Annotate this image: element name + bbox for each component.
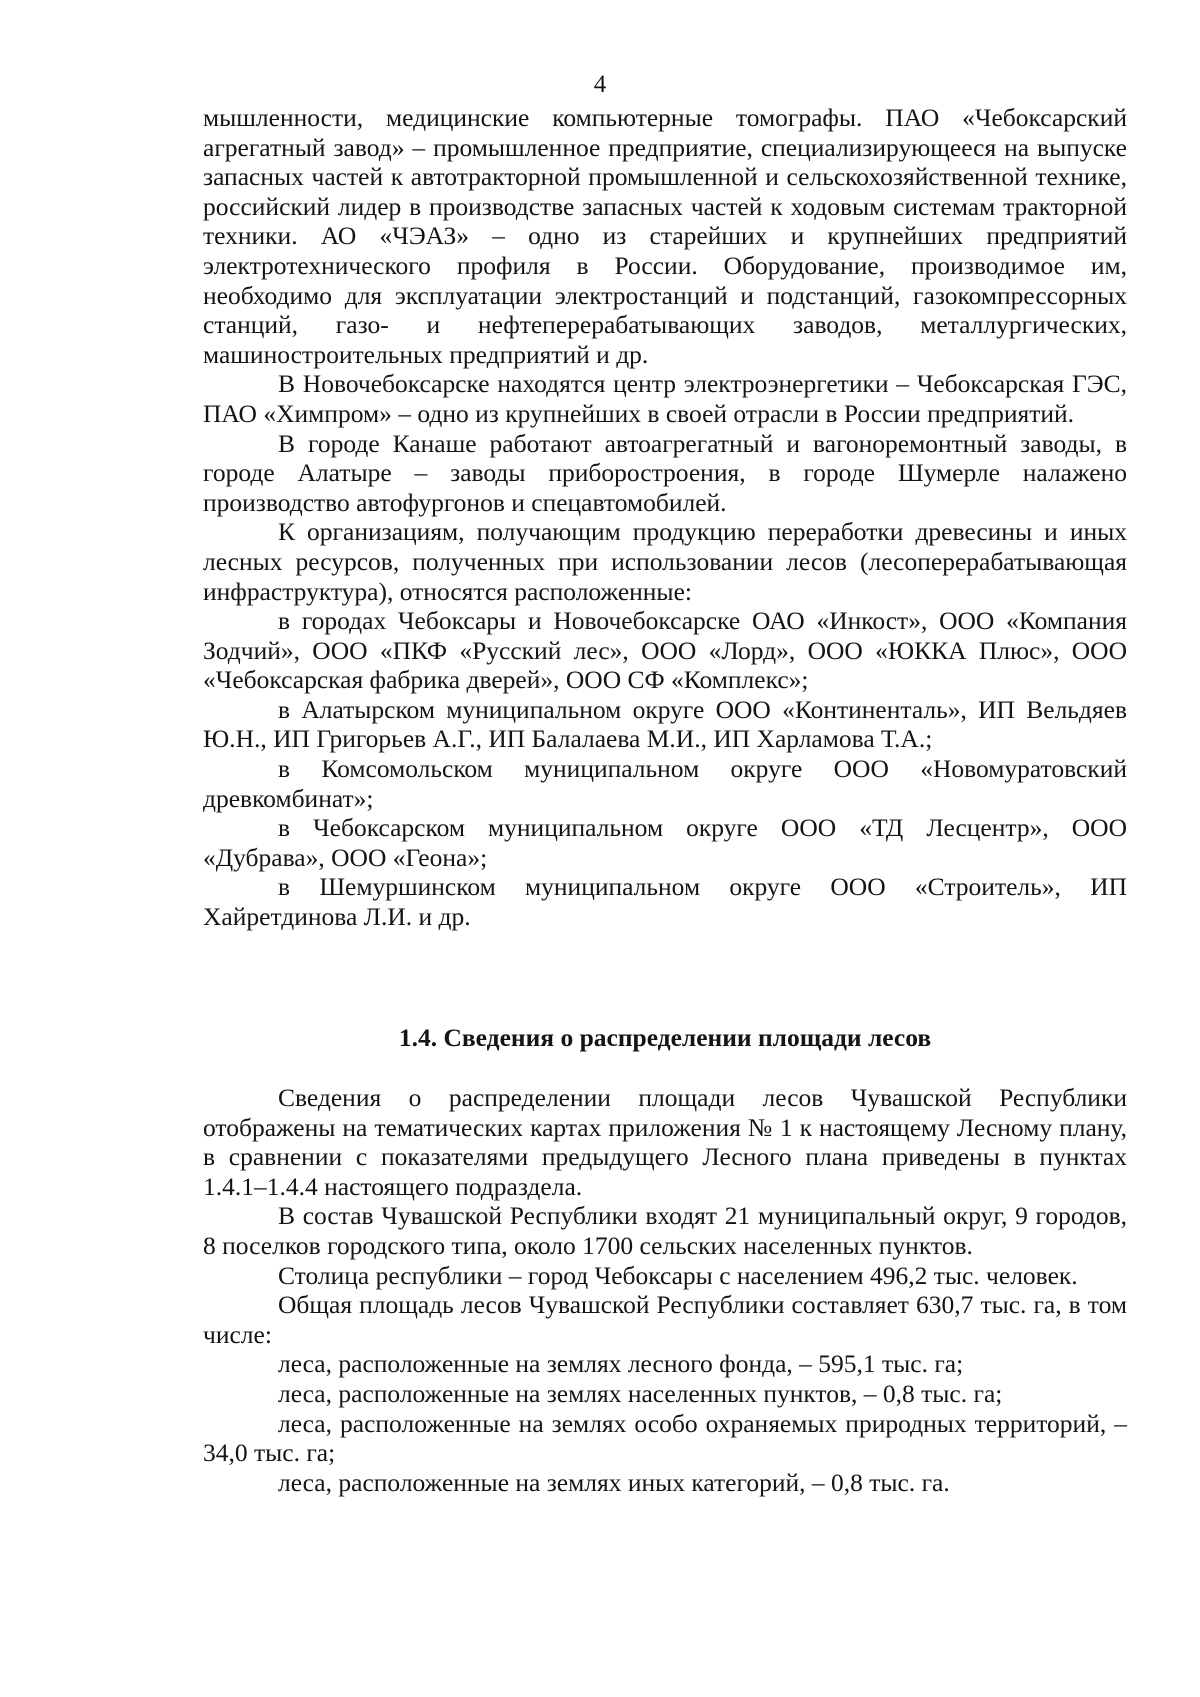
list-item: леса, расположенные на землях населенных пунктов, – 0,8 тыс. га; bbox=[278, 1378, 1003, 1408]
list-item: в Комсомольском муниципальном округе ООО «Новомуратовский древкомбинат»; bbox=[203, 754, 1127, 813]
list-item: в городах Чебоксары и Новочебоксарске ОАО «Инкост», ООО «Компания Зодчий», ООО «ПКФ «Русский лес», ООО «Лорд», ООО «ЮККА Плюс», ООО «Чебоксарская фабрика дверей», ООО СФ «Комплекс»; bbox=[203, 606, 1127, 695]
paragraph: мышленности, медицинские компьютерные томографы. ПАО «Чебоксарский агрегатный завод» – промышленное предприятие, специализирующееся на выпуске запасных частей к автотракторной промышленной и сельскохозяйственной технике, российский лидер в производстве запасных частей к ходовым системам тракторной техники. АО «ЧЭАЗ» – одно из старейших и крупнейших предприятий электротехнического профиля в России. Оборудование, производимое им, необходимо для эксплуатации электростанций и подстанций, газокомпрессорных станций, газо- и нефтеперерабатывающих заводов, металлургических, машиностроительных предприятий и др. bbox=[203, 103, 1127, 369]
paragraph: В Новочебоксарске находятся центр электроэнергетики – Чебоксарская ГЭС, ПАО «Химпром» – одно из крупнейших в своей отрасли в России предприятий. bbox=[203, 369, 1127, 428]
list-item: в Чебоксарском муниципальном округе ООО «ТД Лесцентр», ООО «Дубрава», ООО «Геона»; bbox=[203, 813, 1127, 872]
intro-text bbox=[203, 103, 1127, 932]
list-item: леса, расположенные на землях особо охраняемых природных территорий, – 34,0 тыс. га; bbox=[203, 1408, 1127, 1468]
paragraph: В состав Чувашской Республики входят 21 муниципальный округ, 9 городов, 8 поселков городского типа, около 1700 сельских населенных пунктов. bbox=[203, 1201, 1127, 1260]
paragraph: В городе Канаше работают автоагрегатный и вагоноремонтный заводы, в городе Алатыре – заводы приборостроения, в городе Шумерле налажено производство автофургонов и спецавтомобилей. bbox=[203, 428, 1127, 517]
paragraph: Сведения о распределении площади лесов Чувашской Республики отображены на тематических картах приложения № 1 к настоящему Лесному плану, в сравнении с показателями предыдущего Лесного плана приведены в пунктах 1.4.1–1.4.4 настоящего подраздела. bbox=[203, 1083, 1127, 1201]
section-heading: 1.4. Сведения о распределении площади лесов bbox=[398, 1023, 932, 1052]
section-text bbox=[203, 1083, 1127, 1497]
paragraph: Общая площадь лесов Чувашской Республики составляет 630,7 тыс. га, в том числе: bbox=[203, 1290, 1127, 1349]
list-item: леса, расположенные на землях лесного фонда, – 595,1 тыс. га; bbox=[278, 1349, 964, 1379]
list-item: леса, расположенные на землях иных категорий, – 0,8 тыс. га. bbox=[278, 1467, 950, 1497]
list-item: в Алатырском муниципальном округе ООО «Континенталь», ИП Вельдяев Ю.Н., ИП Григорьев А.Г., ИП Балалаева М.И., ИП Харламова Т.А.; bbox=[203, 694, 1127, 754]
paragraph: Столица республики – город Чебоксары с населением 496,2 тыс. человек. bbox=[278, 1260, 1078, 1290]
paragraph: К организациям, получающим продукцию переработки древесины и иных лесных ресурсов, полученных при использовании лесов (лесоперерабатывающая инфраструктура), относятся расположенные: bbox=[203, 517, 1127, 606]
list-item: в Шемуршинском муниципальном округе ООО «Строитель», ИП Хайретдинова Л.И. и др. bbox=[203, 872, 1127, 932]
page-number: 4 bbox=[593, 71, 607, 98]
